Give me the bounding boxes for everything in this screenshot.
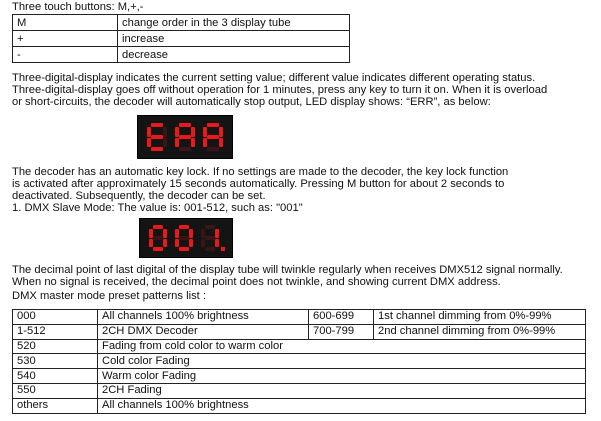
display-segment bbox=[219, 127, 223, 137]
preset-code: 700-799 bbox=[309, 324, 374, 339]
table-row bbox=[13, 398, 586, 413]
display-segment bbox=[207, 123, 219, 127]
preset-patterns-table bbox=[12, 309, 586, 414]
paragraph-line: deactivated. Subsequently, the decoder can be set. bbox=[12, 190, 266, 202]
table-row bbox=[13, 47, 350, 63]
touch-buttons-table bbox=[12, 14, 350, 63]
table-row bbox=[13, 383, 586, 398]
display-segment bbox=[153, 236, 163, 240]
dmx-address-display bbox=[139, 218, 233, 258]
display-segment bbox=[163, 229, 167, 238]
display-segment bbox=[179, 247, 189, 251]
table-row bbox=[13, 310, 586, 325]
table-row bbox=[13, 15, 350, 31]
table-row bbox=[13, 369, 586, 384]
dmx-address-display-digits bbox=[140, 219, 232, 257]
display-segment bbox=[189, 239, 193, 247]
decimal-point bbox=[221, 247, 225, 251]
paragraph-line: The decoder has an automatic key lock. If no settings are made to the decoder, the key lock function bbox=[12, 166, 509, 178]
display-segment bbox=[175, 138, 179, 147]
display-segment bbox=[201, 229, 205, 238]
preset-code: 1-512 bbox=[13, 324, 98, 339]
preset-description: Cold color Fading bbox=[98, 354, 586, 369]
display-segment bbox=[205, 247, 215, 251]
preset-description: All channels 100% brightness bbox=[98, 398, 586, 413]
display-segment bbox=[153, 225, 163, 229]
button-description: change order in the 3 display tube bbox=[118, 15, 350, 31]
preset-description: All channels 100% brightness bbox=[98, 310, 309, 325]
preset-code: others bbox=[13, 398, 98, 413]
paragraph-line: Three-digital-display goes off without operation for 1 minutes, press any key to turn it on. When it is overload bbox=[12, 84, 548, 96]
err-display bbox=[137, 115, 233, 159]
table-row bbox=[13, 31, 350, 47]
display-segment bbox=[179, 236, 189, 240]
err-display-digits bbox=[138, 116, 232, 158]
display-segment bbox=[163, 127, 167, 137]
display-segment bbox=[179, 225, 189, 229]
preset-description: 2CH DMX Decoder bbox=[98, 324, 309, 339]
preset-code: 520 bbox=[13, 339, 98, 354]
paragraph-line: When no signal is received, the decimal point does not twinkle, and showing current DMX address. bbox=[12, 276, 501, 288]
preset-description: 2nd channel dimming from 0%-99% bbox=[374, 324, 586, 339]
display-segment bbox=[205, 225, 215, 229]
display-segment bbox=[203, 127, 207, 137]
display-segment bbox=[215, 239, 219, 247]
preset-code: 530 bbox=[13, 354, 98, 369]
display-segment bbox=[149, 229, 153, 238]
display-segment bbox=[179, 135, 191, 139]
display-segment bbox=[201, 239, 205, 247]
display-segment bbox=[153, 247, 163, 251]
display-segment bbox=[179, 147, 191, 151]
table-row bbox=[13, 339, 586, 354]
display-segment bbox=[179, 123, 191, 127]
button-key: - bbox=[13, 47, 118, 63]
button-key: + bbox=[13, 31, 118, 47]
display-segment bbox=[147, 127, 151, 137]
display-segment bbox=[163, 138, 167, 147]
paragraph-line: The decimal point of last digital of the display tube will twinkle regularly when receives DMX512 signal normally. bbox=[12, 264, 563, 276]
display-segment bbox=[149, 239, 153, 247]
preset-code: 000 bbox=[13, 310, 98, 325]
display-segment bbox=[175, 239, 179, 247]
display-segment bbox=[163, 239, 167, 247]
display-segment bbox=[189, 229, 193, 238]
preset-description: 2CH Fading bbox=[98, 383, 586, 398]
preset-code: 600-699 bbox=[309, 310, 374, 325]
display-segment bbox=[191, 138, 195, 147]
display-segment bbox=[151, 135, 163, 139]
preset-code: 540 bbox=[13, 369, 98, 384]
display-segment bbox=[215, 229, 219, 238]
paragraph-line: 1. DMX Slave Mode: The value is: 001-512, such as: "001" bbox=[12, 202, 303, 214]
display-segment bbox=[191, 127, 195, 137]
display-segment bbox=[151, 123, 163, 127]
display-segment bbox=[203, 138, 207, 147]
preset-code: 550 bbox=[13, 383, 98, 398]
button-key: M bbox=[13, 15, 118, 31]
table-row bbox=[13, 354, 586, 369]
display-segment bbox=[205, 236, 215, 240]
intro-title: Three touch buttons: M,+,- bbox=[12, 1, 144, 13]
paragraph-line: Three-digital-display indicates the current setting value; different value indicates different operating status. bbox=[12, 72, 536, 84]
display-segment bbox=[147, 138, 151, 147]
display-segment bbox=[175, 127, 179, 137]
paragraph-line: DMX master mode preset patterns list : bbox=[12, 290, 206, 302]
display-segment bbox=[207, 135, 219, 139]
preset-description: 1st channel dimming from 0%-99% bbox=[374, 310, 586, 325]
display-segment bbox=[219, 138, 223, 147]
paragraph-line: is activated after approximately 15 seconds automatically. Pressing M button for about 2 seconds to bbox=[12, 178, 505, 190]
button-description: decrease bbox=[118, 47, 350, 63]
display-segment bbox=[207, 147, 219, 151]
button-description: increase bbox=[118, 31, 350, 47]
paragraph-line: or short-circuits, the decoder will automatically stop output, LED display shows: “ERR”, as below: bbox=[12, 96, 491, 108]
table-row bbox=[13, 324, 586, 339]
display-segment bbox=[151, 147, 163, 151]
preset-description: Fading from cold color to warm color bbox=[98, 339, 586, 354]
display-segment bbox=[175, 229, 179, 238]
preset-description: Warm color Fading bbox=[98, 369, 586, 384]
